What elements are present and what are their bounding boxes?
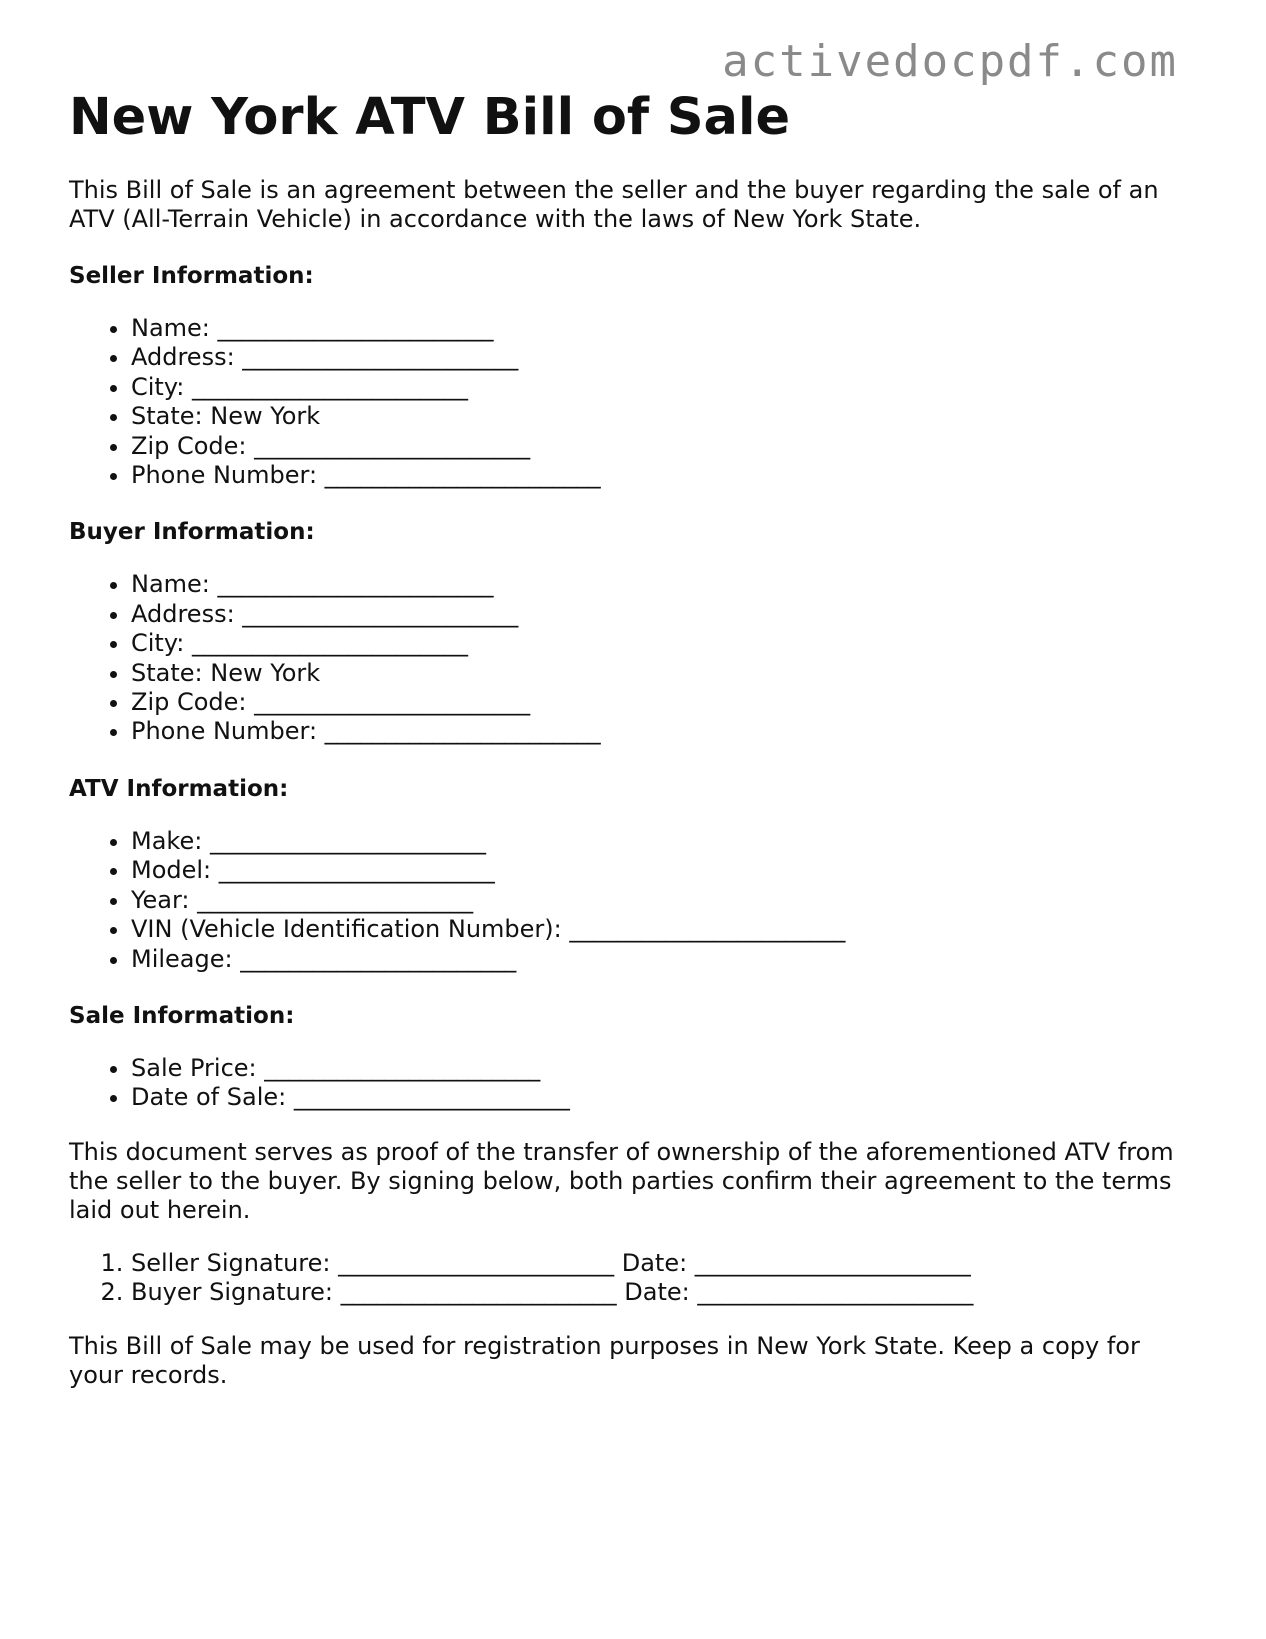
atv-year-field: • Year: _______________________	[131, 886, 1199, 915]
sale-date-field: • Date of Sale: _______________________	[131, 1083, 1199, 1112]
seller-state-field: • State: New York	[131, 402, 1199, 431]
atv-make-field: • Make: _______________________	[131, 827, 1199, 856]
buyer-state-field: • State: New York	[131, 659, 1199, 688]
buyer-info-list	[69, 570, 1199, 746]
atv-heading: ATV Information:	[69, 775, 289, 802]
buyer-zip-field: • Zip Code: _______________________	[131, 688, 1199, 717]
seller-phone-field: • Phone Number: _______________________	[131, 461, 1199, 490]
final-note: This Bill of Sale may be used for registration purposes in New York State. Keep a copy for your records.	[69, 1331, 1140, 1389]
atv-info-list	[69, 827, 1199, 974]
buyer-city-field: • City: _______________________	[131, 629, 1199, 658]
seller-zip-field: • Zip Code: _______________________	[131, 432, 1199, 461]
document-page	[69, 86, 1199, 1390]
watermark: activedocpdf.com	[722, 36, 1178, 87]
seller-address-field: • Address: _______________________	[131, 343, 1199, 372]
sale-price-field: • Sale Price: _______________________	[131, 1054, 1199, 1083]
atv-vin-field: • VIN (Vehicle Identification Number): _______________________	[131, 915, 1199, 944]
page-title: New York ATV Bill of Sale	[69, 88, 791, 147]
buyer-name-field: • Name: _______________________	[131, 570, 1199, 599]
buyer-address-field: • Address: _______________________	[131, 600, 1199, 629]
seller-name-field: • Name: _______________________	[131, 314, 1199, 343]
buyer-phone-field: • Phone Number: _______________________	[131, 717, 1199, 746]
sale-heading: Sale Information:	[69, 1002, 295, 1029]
intro-paragraph: This Bill of Sale is an agreement between the seller and the buyer regarding the sale of an ATV (All-Terrain Vehicle) in accordance with the laws of New York State.	[69, 176, 1159, 233]
atv-mileage-field: • Mileage: _______________________	[131, 945, 1199, 974]
closing-paragraph: This document serves as proof of the transfer of ownership of the aforementioned ATV from the seller to the buyer. By signing below, both parties confirm their agreement to the terms laid out herein.	[69, 1137, 1174, 1224]
seller-heading: Seller Information:	[69, 263, 314, 289]
sale-info-list	[69, 1054, 1199, 1113]
atv-model-field: • Model: _______________________	[131, 856, 1199, 885]
buyer-signature-line: 2. Buyer Signature: _______________________ Date: _______________________	[131, 1278, 1199, 1307]
seller-info-list	[69, 314, 1199, 490]
buyer-heading: Buyer Information:	[69, 519, 315, 546]
seller-city-field: • City: _______________________	[131, 373, 1199, 402]
signature-list	[69, 1249, 1199, 1308]
seller-signature-line: 1. Seller Signature: _______________________ Date: _______________________	[131, 1249, 1199, 1278]
